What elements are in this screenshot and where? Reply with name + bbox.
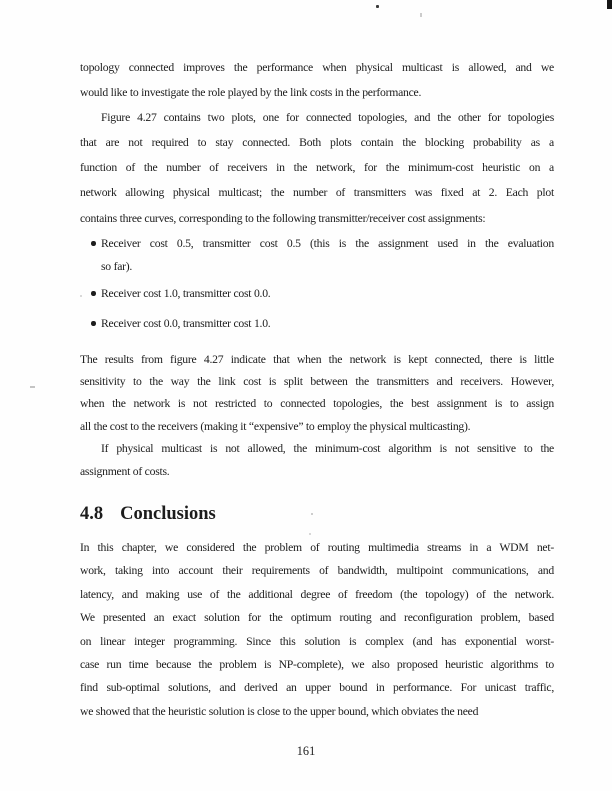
- text-line: Receiver cost 0.0, transmitter cost 1.0.: [101, 316, 271, 330]
- bullet-icon: [91, 321, 96, 326]
- text-line: Figure 4.27 contains two plots, one for connected topologies, and the other for topologies: [101, 111, 554, 125]
- text-line: that are not required to stay connected. Both plots contain the blocking probability as a: [80, 136, 554, 150]
- scan-speck-icon: [420, 13, 422, 17]
- bullet-item: [80, 312, 554, 335]
- page-number: 161: [296, 744, 316, 758]
- text-line: case run time because the problem is NP-complete), we also proposed heuristic algorithms to: [80, 657, 554, 671]
- paragraph: [80, 438, 554, 483]
- text-line: network allowing physical multicast; the number of transmitters was fixed at 2. Each plot: [80, 186, 554, 200]
- text-line: work, taking into account their requirements of bandwidth, multipoint communications, and: [80, 564, 554, 578]
- scan-margin-mark-icon: [30, 386, 35, 388]
- text-line: function of the number of receivers in the network, for the minimum-cost heuristic on a: [80, 161, 554, 175]
- text-line: contains three curves, corresponding to the following transmitter/receiver cost assignments:: [80, 211, 486, 225]
- text-line: We presented an exact solution for the optimum routing and reconfiguration problem, based: [80, 611, 554, 625]
- text-line: we showed that the heuristic solution is close to the upper bound, which obviates the need: [80, 704, 479, 718]
- scan-corner-mark-icon: [607, 0, 612, 9]
- bullet-item: [80, 282, 554, 305]
- text-line: In this chapter, we considered the problem of routing multimedia streams in a WDM net-: [80, 541, 554, 554]
- document-body: [80, 55, 554, 723]
- section-heading: [80, 501, 554, 527]
- section-number: 4.8: [80, 504, 104, 524]
- text-line: all the cost to the receivers (making it “expensive” to employ the physical multicasting).: [80, 419, 471, 433]
- scan-speck-icon: [376, 5, 379, 8]
- text-line: Receiver cost 0.5, transmitter cost 0.5 (this is the assignment used in the evaluation: [101, 236, 554, 250]
- text-line: sensitivity to the way the link cost is split between the transmitters and receivers. However,: [80, 375, 554, 389]
- text-line: latency, and making use of the additional degree of freedom (the topology) of the network.: [80, 587, 554, 601]
- text-line: would like to investigate the role played by the link costs in the performance.: [80, 86, 422, 100]
- text-line: on linear integer programming. Since this solution is complex (and has exponential worst-: [80, 634, 554, 648]
- text-line: Receiver cost 1.0, transmitter cost 0.0.: [101, 286, 271, 300]
- text-line: when the network is not restricted to connected topologies, the best assignment is to assign: [80, 397, 554, 411]
- bullet-icon: [91, 291, 96, 296]
- section-title: Conclusions: [120, 504, 216, 524]
- bullet-item: [80, 232, 554, 278]
- text-line: so far).: [101, 259, 133, 273]
- paragraph: [80, 349, 554, 439]
- text-line: If physical multicast is not allowed, the minimum-cost algorithm is not sensitive to the: [101, 442, 554, 456]
- text-line: topology connected improves the performance when physical multicast is allowed, and we: [80, 61, 554, 74]
- bullet-icon: [91, 241, 96, 246]
- text-line: assignment of costs.: [80, 464, 170, 478]
- paragraph: [80, 105, 554, 230]
- paragraph: [80, 55, 554, 105]
- paragraph: [80, 536, 554, 723]
- text-line: find sub-optimal solutions, and derived an upper bound in performance. For unicast traffic,: [80, 681, 554, 695]
- text-line: The results from figure 4.27 indicate that when the network is kept connected, there is little: [80, 352, 554, 366]
